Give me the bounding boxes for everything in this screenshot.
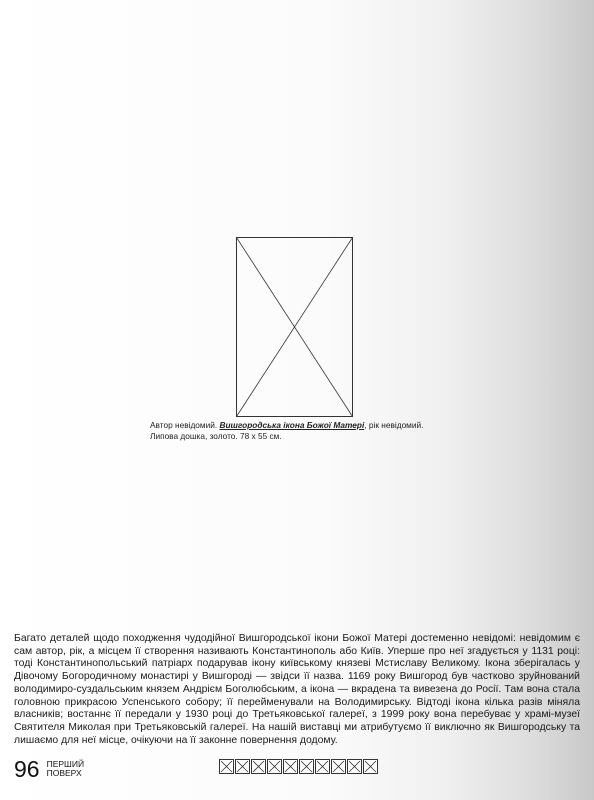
missing-glyph-boxes — [219, 759, 378, 776]
icon-image-placeholder — [236, 237, 353, 417]
page-number: 96 — [14, 756, 40, 782]
caption-author: Автор невідомий. — [150, 420, 220, 430]
caption-title-link[interactable]: Вишгородська ікона Божої Матері — [219, 420, 365, 430]
folio — [14, 754, 84, 784]
glyph-box-icon — [347, 759, 362, 774]
glyph-box-icon — [331, 759, 346, 774]
glyph-box-icon — [251, 759, 266, 774]
glyph-box-icon — [315, 759, 330, 774]
figure-caption — [150, 420, 480, 441]
caption-materials: Липова дошка, золото. 78 х 55 см. — [150, 430, 282, 441]
glyph-box-icon — [363, 759, 378, 774]
glyph-box-icon — [299, 759, 314, 774]
section-label-line2: ПОВЕРХ — [46, 768, 82, 778]
glyph-box-icon — [283, 759, 298, 774]
article-paragraph: Багато деталей щодо походження чудодійної Вишгородської ікони Божої Матері достеменно невідомі: невідомим є сам автор, рік, а місцем її створення називають Константинополь або Київ. Уперше про неї згадується у 1131 році: тоді Константинопольський патріарх подарував ікону київському князеві Мстиславу Великому. Ікона зберігалась у Дівочому Богородичному монастирі у Вишгороді — звідси її назва. 1169 року Вишгород був частково зруйнований володимиро-суздальським князем Андрієм Боголюбським, а ікона — вкрадена та вивезена до Росії. Там вона стала головною прикрасою Успенського собору; її перейменували на Володимирську. Відтоді ікона кілька разів міняла власників; востаннє її передали у 1930 році до Третьяковської галереї, з 1999 року вона перебуває у храмі-музеї Святителя Миколая при Третьяковській галереї. На нашій виставці ми атрибутуємо її виключно як Вишгородську та лишаємо для неї місце, очікуючи на її законне повернення додому. — [14, 633, 580, 746]
glyph-box-icon — [219, 759, 234, 774]
section-label-line1: ПЕРШИЙ — [46, 758, 85, 769]
section-label — [47, 760, 84, 779]
glyph-box-icon — [267, 759, 282, 774]
glyph-box-icon — [235, 759, 250, 774]
caption-year: , рік невідомий. — [364, 420, 424, 430]
